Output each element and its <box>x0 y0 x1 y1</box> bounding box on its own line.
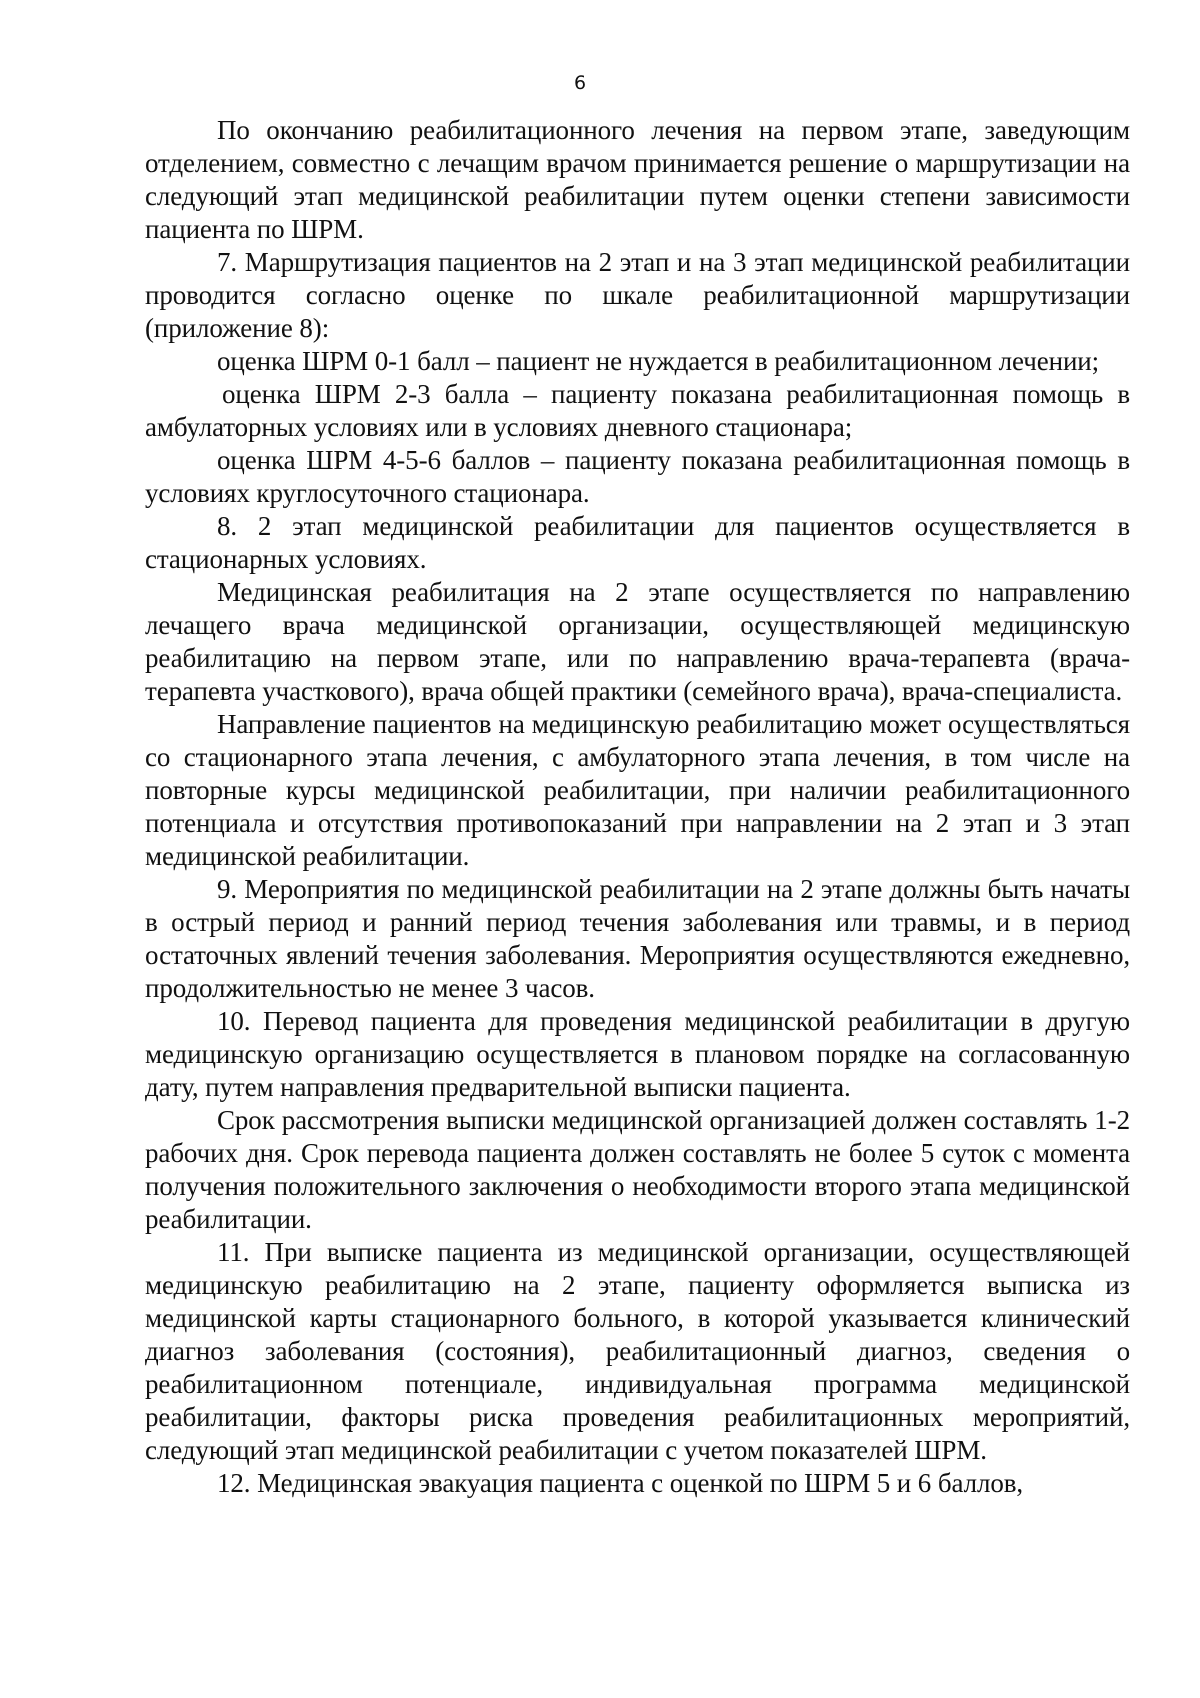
paragraph-routing-decision: По окончанию реабилитационного лечения на первом этапе, заведующим отделением, совместно с лечащим врачом принимается решение о маршрутизации на следующий этап медицинской реабилитации путем оценки степени зависимости пациента по ШРМ. <box>145 115 1130 244</box>
paragraph-item-7: 7. Маршрутизация пациентов на 2 этап и на 3 этап медицинской реабилитации проводится согласно оценке по шкале реабилитационной маршрутизации (приложение 8): <box>145 247 1130 343</box>
paragraph-item-11: 11. При выписке пациента из медицинской организации, осуществляющей медицинскую реабилитацию на 2 этапе, пациенту оформляется выписка из медицинской карты стационарного больного, в которой указывается клинический диагноз заболевания (состояния), реабилитационный диагноз, сведения о реабилитационном потенциале, индивидуальная программа медицинской реабилитации, факторы риска проведения реабилитационных мероприятий, следующий этап медицинской реабилитации с учетом показателей ШРМ. <box>145 1237 1130 1465</box>
paragraph-stage2-referral: Медицинская реабилитация на 2 этапе осуществляется по направлению лечащего врача медицинской организации, осуществляющей медицинскую реабилитацию на первом этапе, или по направлению врача-терапевта (врача-терапевта участкового), врача общей практики (семейного врача), врача-специалиста. <box>145 577 1130 706</box>
document-body <box>145 114 1130 1500</box>
paragraph-score-4-6: оценка ШРМ 4-5-6 баллов – пациенту показана реабилитационная помощь в условиях круглосуточного стационара. <box>145 445 1130 508</box>
page-number: 6 <box>573 72 587 94</box>
paragraph-item-9: 9. Мероприятия по медицинской реабилитации на 2 этапе должны быть начаты в острый период и ранний период течения заболевания или травмы, и в период остаточных явлений течения заболевания. Мероприятия осуществляются ежедневно, продолжительностью не менее 3 часов. <box>145 874 1130 1003</box>
paragraph-item-8: 8. 2 этап медицинской реабилитации для пациентов осуществляется в стационарных условиях. <box>145 511 1130 574</box>
paragraph-score-0-1: оценка ШРМ 0-1 балл – пациент не нуждается в реабилитационном лечении; <box>217 346 1100 376</box>
paragraph-score-2-3: оценка ШРМ 2-3 балла – пациенту показана реабилитационная помощь в амбулаторных условиях или в условиях дневного стационара; <box>145 379 1130 442</box>
paragraph-referral-direction: Направление пациентов на медицинскую реабилитацию может осуществляться со стационарного этапа лечения, с амбулаторного этапа лечения, в том числе на повторные курсы медицинской реабилитации, при наличии реабилитационного потенциала и отсутствия противопоказаний при направлении на 2 этап и 3 этап медицинской реабилитации. <box>145 709 1130 871</box>
paragraph-item-12: 12. Медицинская эвакуация пациента с оценкой по ШРМ 5 и 6 баллов, <box>217 1468 1024 1498</box>
paragraph-review-term: Срок рассмотрения выписки медицинской организацией должен составлять 1-2 рабочих дня. Срок перевода пациента должен составлять не более 5 суток с момента получения положительного заключения о необходимости второго этапа медицинской реабилитации. <box>145 1105 1130 1234</box>
paragraph-item-10: 10. Перевод пациента для проведения медицинской реабилитации в другую медицинскую организацию осуществляется в плановом порядке на согласованную дату, путем направления предварительной выписки пациента. <box>145 1006 1130 1102</box>
